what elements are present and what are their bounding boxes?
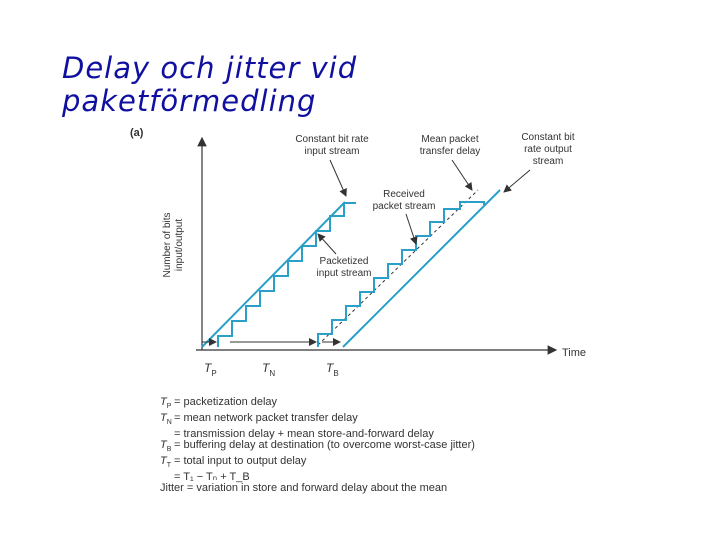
legend-row: $T_P$ = packetization delay — [160, 397, 540, 413]
arrow-mean-delay — [452, 160, 472, 190]
annot-constant-output-2: rate output — [524, 144, 572, 155]
svg-text:Number of bits: Number of bits — [162, 212, 173, 278]
legend-text: = packetization delay — [174, 396, 278, 408]
legend-row: $T_T$ = total input to output delay — [160, 456, 540, 472]
legend-text: = buffering delay at destination (to overcome worst-case jitter) — [174, 439, 475, 452]
annot-packetized-1: Packetized — [319, 256, 369, 267]
arrow-constant-input — [330, 160, 346, 196]
x-axis-label: Time — [562, 347, 587, 359]
arrow-received — [406, 214, 416, 244]
legend-text: = transmission delay + mean store-and-forward delay — [174, 427, 434, 440]
legend-row: $T_N$ = mean network packet transfer delay — [160, 413, 540, 429]
annot-received-1: Received — [383, 189, 425, 200]
svg-text:input/output: input/output — [174, 218, 185, 272]
panel-label: (a) — [130, 127, 144, 139]
arrow-packetized — [318, 234, 336, 254]
annot-constant-output-1: Constant bit — [521, 132, 575, 143]
tick-tn: $T_N$ — [262, 361, 276, 378]
tick-tp: $T_P$ — [204, 361, 217, 378]
tick-tb: $T_B$ — [326, 361, 339, 378]
legend-row — [160, 483, 540, 495]
legend-text: = mean network packet transfer delay — [174, 411, 358, 424]
legend-text: Jitter = variation in store and forward delay about the mean — [160, 482, 448, 495]
legend-row: $T_B$ = buffering delay at destination (to overcome worst-case jitter) — [160, 440, 540, 456]
legend — [160, 397, 540, 495]
title-line-2: paketförmedling — [62, 84, 317, 118]
title-line-1: Delay och jitter vid — [62, 51, 358, 85]
annot-packetized-2: input stream — [316, 268, 372, 279]
annot-received-2: packet stream — [372, 201, 436, 212]
annot-mean-delay-1: Mean packet — [421, 134, 479, 145]
y-axis-label — [162, 212, 185, 277]
arrow-constant-output — [504, 170, 530, 192]
legend-text: = T₁ − Tₙ + T_B — [174, 470, 250, 483]
annot-constant-input-1: Constant bit rate — [295, 134, 369, 145]
annot-constant-output-3: stream — [532, 156, 564, 167]
annot-constant-input-2: input stream — [304, 146, 360, 157]
annot-mean-delay-2: transfer delay — [419, 146, 481, 157]
legend-text: = total input to output delay — [174, 454, 307, 467]
